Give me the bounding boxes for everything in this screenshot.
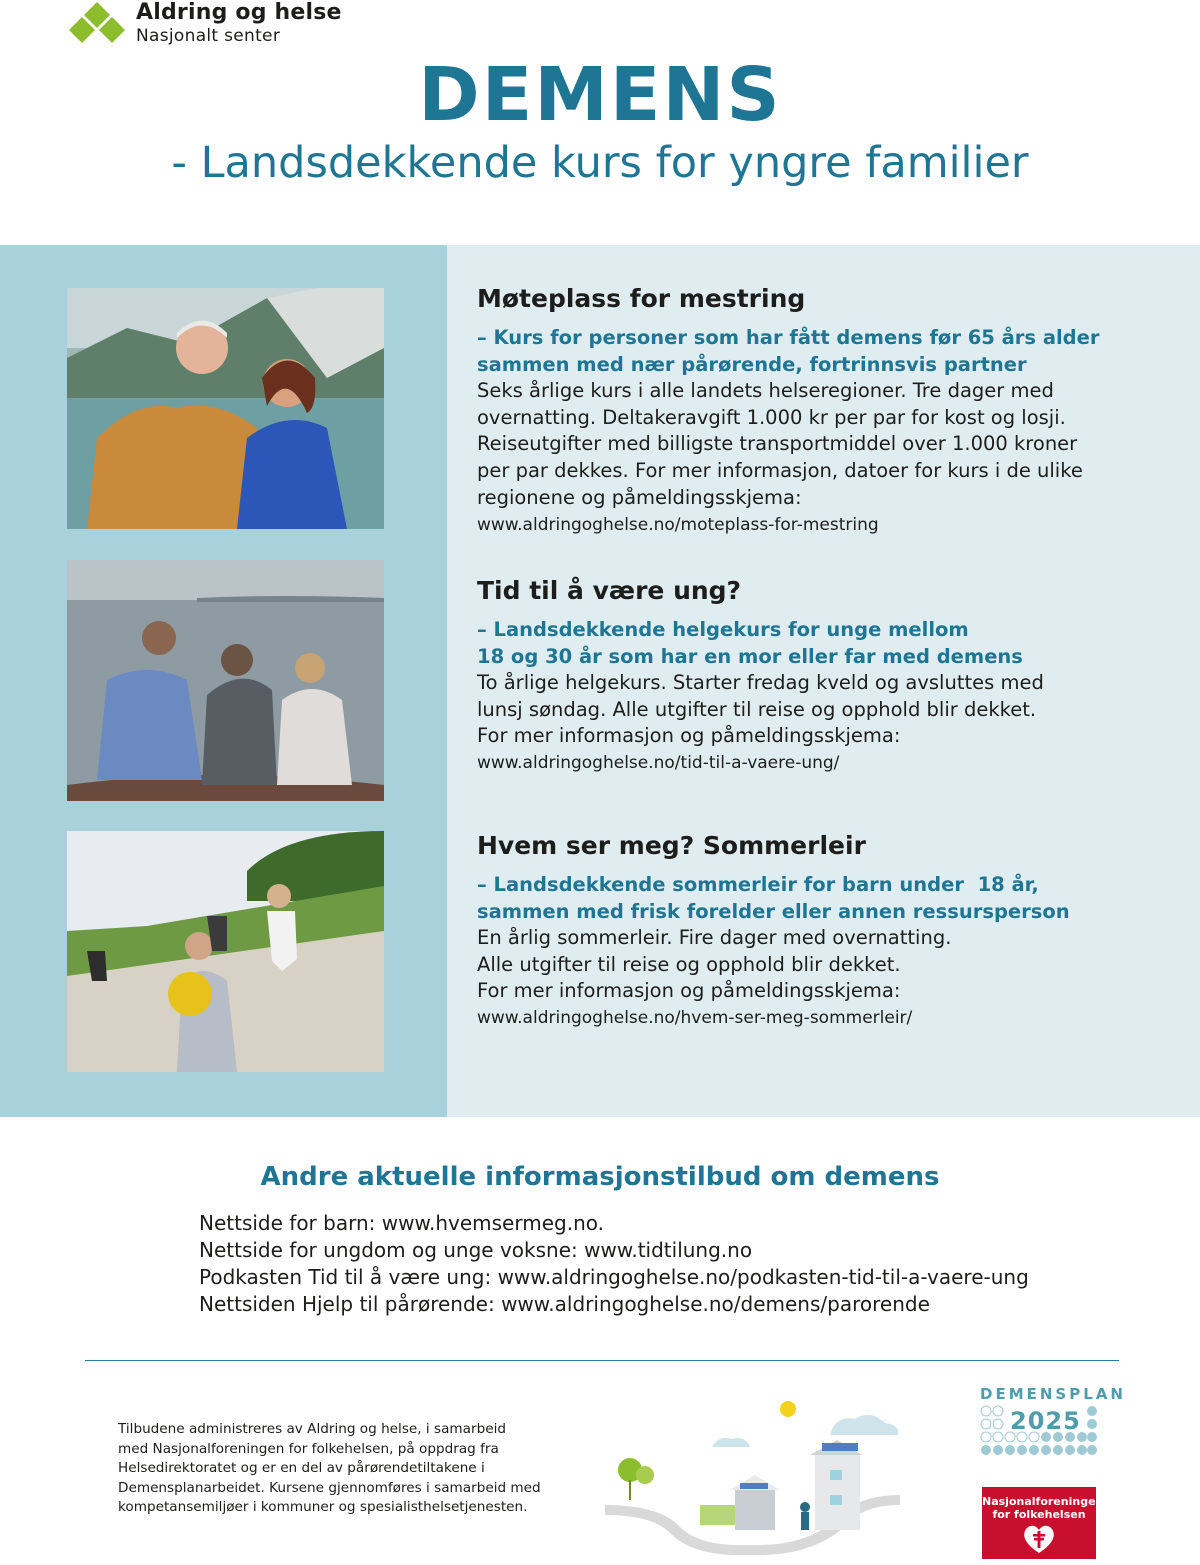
section-lead: [477, 325, 1177, 378]
section-link[interactable]: www.aldringoghelse.no/tid-til-a-vaere-ung/: [477, 753, 840, 774]
section-body: [477, 670, 1177, 750]
demensplan-logo: [980, 1385, 1126, 1465]
section-body: [477, 378, 1177, 512]
body-line: For mer informasjon og påmeldingsskjema:: [477, 724, 901, 748]
footer-line: med Nasjonalforeningen for folkehelsen, på oppdrag fra: [118, 1440, 499, 1457]
section-heading: Møteplass for mestring: [477, 284, 806, 313]
nfk-line1: Nasjonalforeningen: [982, 1495, 1104, 1508]
body-line: En årlig sommerleir. Fire dager med overnatting.: [477, 926, 952, 949]
other-info-list: [199, 1210, 1159, 1318]
section-lead: [477, 872, 1177, 925]
lead-line: – Kurs for personer som har fått demens før 65 års alder: [477, 326, 1100, 349]
body-line: For mer informasjon og påmeldingsskjema:: [477, 979, 901, 1003]
section-tid-til-a-vaere-ung: [477, 576, 1177, 776]
lead-line: – Landsdekkende helgekurs for unge mellom: [477, 618, 969, 641]
item-link[interactable]: www.hvemsermeg.no.: [381, 1211, 604, 1235]
body-line: per par dekkes. For mer informasjon, datoer for kurs i de ulike: [477, 459, 1083, 483]
body-line: To årlige helgekurs. Starter fredag kveld og avsluttes med: [477, 671, 1044, 694]
lead-line: sammen med nær pårørende, fortrinnsvis partner: [477, 352, 1027, 376]
page-subtitle: - Landsdekkende kurs for yngre familier: [171, 138, 1029, 188]
logo-line1: Aldring og helse: [136, 0, 342, 25]
photo-couple: [67, 288, 384, 529]
lead-line: – Landsdekkende sommerleir for barn under 18 år,: [477, 873, 1039, 896]
nfk-line2: for folkehelsen: [992, 1508, 1086, 1521]
demensplan-year: 2025: [1010, 1407, 1081, 1435]
item-label: Nettsiden Hjelp til pårørende:: [199, 1292, 502, 1316]
item-link[interactable]: www.tidtilung.no: [584, 1238, 753, 1262]
section-heading: Tid til å være ung?: [477, 576, 742, 605]
demensplan-title: DEMENSPLAN: [980, 1385, 1126, 1403]
list-item: [199, 1210, 1159, 1237]
body-line: Alle utgifter til reise og opphold blir dekket.: [477, 952, 901, 976]
logo-line2: Nasjonalt senter: [136, 26, 281, 46]
section-body: [477, 925, 1177, 1005]
photo-children-beach: [67, 831, 384, 1072]
section-hvem-ser-meg: [477, 831, 1177, 1031]
lead-line: sammen med frisk forelder eller annen ressursperson: [477, 899, 1070, 923]
footer-line: Helsedirektoratet og er en del av pårørendetiltakene i: [118, 1460, 485, 1476]
town-illustration: [600, 1395, 900, 1555]
item-link[interactable]: www.aldringoghelse.no/demens/parorende: [501, 1292, 930, 1316]
body-line: Seks årlige kurs i alle landets helseregioner. Tre dager med: [477, 379, 1054, 402]
section-lead: [477, 617, 1177, 670]
footer-line: kompetansemiljøer i kommuner og spesialisthelsetjenesten.: [118, 1499, 528, 1515]
diamond-logo-icon: [68, 2, 126, 44]
photo-family-by-sea: [67, 560, 384, 801]
body-line: overnatting. Deltakeravgift 1.000 kr per par for kost og losji.: [477, 405, 1066, 429]
item-label: Nettside for ungdom og unge voksne:: [199, 1238, 585, 1262]
logo: [68, 2, 368, 48]
footer-line: Demensplanarbeidet. Kursene gjennomføres i samarbeid med: [118, 1479, 541, 1496]
section-heading: Hvem ser meg? Sommerleir: [477, 831, 866, 860]
heart-cross-icon: [1022, 1523, 1056, 1555]
section-link[interactable]: www.aldringoghelse.no/moteplass-for-mestring: [477, 514, 879, 535]
nasjonalforeningen-logo: [982, 1487, 1104, 1559]
section-moteplass: [477, 284, 1177, 538]
body-line: regionene og påmeldingsskjema:: [477, 485, 802, 509]
item-label: Podkasten Tid til å være ung:: [199, 1265, 498, 1289]
list-item: [199, 1237, 1159, 1264]
lead-line: 18 og 30 år som har en mor eller far med demens: [477, 644, 1023, 668]
item-label: Nettside for barn:: [199, 1211, 382, 1235]
divider: [85, 1360, 1119, 1361]
item-link[interactable]: www.aldringoghelse.no/podkasten-tid-til-a-vaere-ung: [497, 1265, 1029, 1289]
footer-text: [118, 1420, 588, 1518]
body-line: lunsj søndag. Alle utgifter til reise og opphold blir dekket.: [477, 697, 1037, 721]
other-info-heading: Andre aktuelle informasjonstilbud om demens: [260, 1162, 940, 1192]
list-item: [199, 1291, 1159, 1318]
section-link[interactable]: www.aldringoghelse.no/hvem-ser-meg-sommerleir/: [477, 1008, 913, 1029]
body-line: Reiseutgifter med billigste transportmiddel over 1.000 kroner: [477, 432, 1078, 456]
list-item: [199, 1264, 1159, 1291]
footer-line: Tilbudene administreres av Aldring og helse, i samarbeid: [118, 1421, 506, 1437]
page-title: DEMENS: [418, 52, 782, 138]
